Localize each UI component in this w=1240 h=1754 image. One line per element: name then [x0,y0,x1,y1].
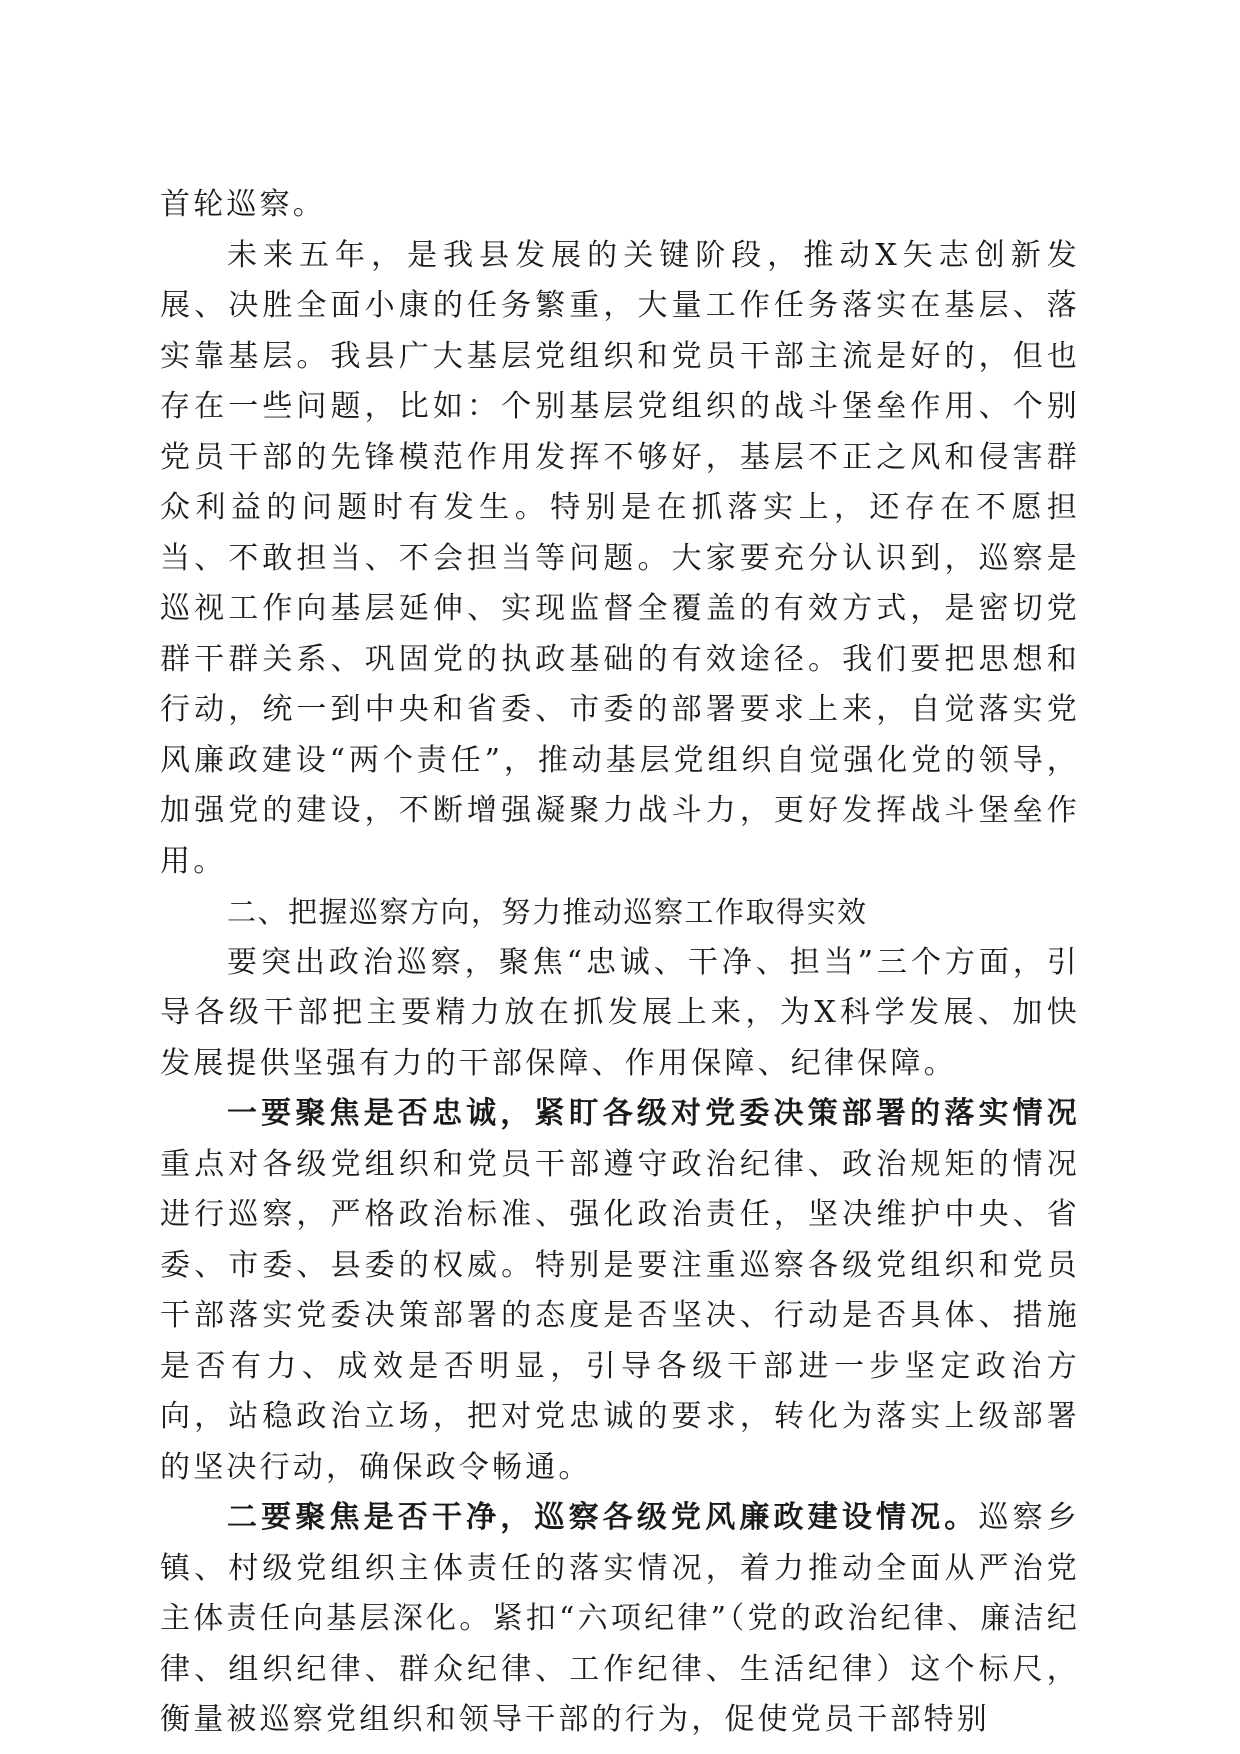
document-page [160,180,1080,1746]
paragraph-cleanliness [160,1493,1080,1746]
paragraph-cleanliness-body: 巡察乡镇、村级党组织主体责任的落实情况，着力推动全面从严治党主体责任向基层深化。紧扣“六项纪律”（党的政治纪律、廉洁纪律、组织纪律、群众纪律、工作纪律、生活纪律）这个标尺，衡量被巡察党组织和领导干部的行为，促使党员干部特别 [160,1500,1080,1737]
paragraph-loyalty-body: 重点对各级党组织和党员干部遵守政治纪律、政治规矩的情况进行巡察，严格政治标准、强化政治责任，坚决维护中央、省委、市委、县委的权威。特别是要注重巡察各级党组织和党员干部落实党委决策部署的态度是否坚决、行动是否具体、措施是否有力、成效是否明显，引导各级干部进一步坚定政治方向，站稳政治立场，把对党忠诚的要求，转化为落实上级部署的坚决行动，确保政令畅通。 [160,1146,1080,1485]
paragraph-loyalty-lead: 一要聚焦是否忠诚，紧盯各级对党委决策部署的落实情况 [227,1096,1080,1131]
paragraph-continuation: 首轮巡察。 [160,187,326,222]
paragraph-loyalty [160,1089,1080,1493]
paragraph-political-inspection: 要突出政治巡察，聚焦“忠诚、干净、担当”三个方面，引导各级干部把主要精力放在抓发展上来，为X科学发展、加快发展提供坚强有力的干部保障、作用保障、纪律保障。 [160,944,1080,1081]
paragraph-cleanliness-lead: 二要聚焦是否干净，巡察各级党风廉政建设情况。 [227,1500,979,1535]
paragraph-future-five-years: 未来五年，是我县发展的关键阶段，推动X矢志创新发展、决胜全面小康的任务繁重，大量工作任务落实在基层、落实靠基层。我县广大基层党组织和党员干部主流是好的，但也存在一些问题，比如：个别基层党组织的战斗堡垒作用、个别党员干部的先锋模范作用发挥不够好，基层不正之风和侵害群众利益的问题时有发生。特别是在抓落实上，还存在不愿担当、不敢担当、不会担当等问题。大家要充分认识到，巡察是巡视工作向基层延伸、实现监督全覆盖的有效方式，是密切党群干群关系、巩固党的执政基础的有效途径。我们要把思想和行动，统一到中央和省委、市委的部署要求上来，自觉落实党风廉政建设“两个责任”，推动基层党组织自觉强化党的领导，加强党的建设，不断增强凝聚力战斗力，更好发挥战斗堡垒作用。 [160,237,1080,879]
section-heading-2: 二、把握巡察方向，努力推动巡察工作取得实效 [227,895,868,929]
